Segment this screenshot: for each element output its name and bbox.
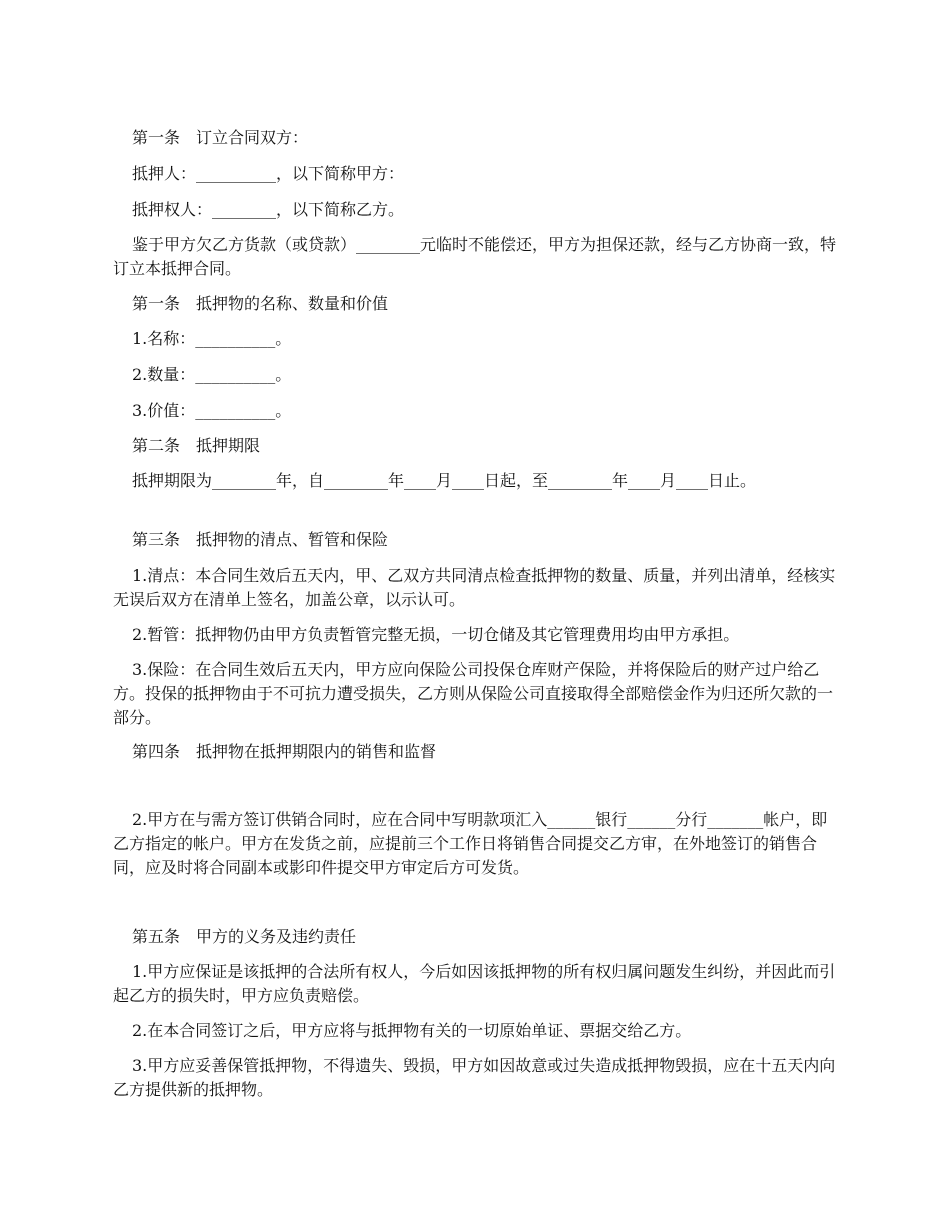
insurance-paragraph: 3.保险：在合同生效后五天内，甲方应向保险公司投保仓库财产保险，并将保险后的财产过户给乙方。投保的抵押物由于不可抗力遭受损失，乙方则从保险公司直接取得全部赔偿金作为归还所欠款的一部分。 [113,660,834,727]
item-name-line: 1.名称：__________。 [132,329,292,348]
ownership-warranty-paragraph: 1.甲方应保证是该抵押的合法所有权人，今后如因该抵押物的所有权归属问题发生纠纷，并因此而引起乙方的损失时，甲方应负责赔偿。 [113,962,836,1005]
preamble-paragraph: 鉴于甲方欠乙方货款（或贷款）________元临时不能偿还，甲方为担保还款，经与乙方协商一致，特订立本抵押合同。 [113,235,837,278]
article-4-heading: 第四条 抵押物在抵押期限内的销售和监督 [132,742,437,761]
documents-handover-paragraph: 2.在本合同签订之后，甲方应将与抵押物有关的一切原始单证、票据交给乙方。 [132,1021,692,1040]
inventory-paragraph: 1.清点：本合同生效后五天内，甲、乙双方共同清点检查抵押物的数量、质量，并列出清单，经核实无误后双方在清单上签名，加盖公章，以示认可。 [113,566,836,609]
mortgage-term-paragraph: 抵押期限为________年，自________年____月____日起，至________年____月____日止。 [132,471,757,490]
article-1-heading: 第一条 订立合同双方： [132,128,309,147]
article-name-quantity-value-heading: 第一条 抵押物的名称、数量和价值 [132,294,389,313]
article-5-heading: 第五条 甲方的义务及违约责任 [132,927,357,946]
sales-contract-paragraph: 2.甲方在与需方签订供销合同时，应在合同中写明款项汇入______银行______分行_______帐户，即乙方指定的帐户。甲方在发货之前，应提前三个工作日将销售合同提交乙方审，在外地签订的销售合同，应及时将合同副本或影印件提交甲方审定后方可发货。 [113,810,828,877]
mortgagee-line: 抵押权人：________，以下简称乙方。 [132,200,405,219]
mortgagor-line: 抵押人：__________，以下简称甲方： [132,164,405,183]
article-2-heading: 第二条 抵押期限 [132,436,261,455]
item-value-line: 3.价值：__________。 [132,401,292,420]
article-3-heading: 第三条 抵押物的清点、暂管和保险 [132,530,389,549]
custody-paragraph: 2.暂管：抵押物仍由甲方负责暂管完整无损，一切仓储及其它管理费用均由甲方承担。 [132,625,740,644]
safekeeping-paragraph: 3.甲方应妥善保管抵押物，不得遗失、毁损，甲方如因故意或过失造成抵押物毁损，应在十五天内向乙方提供新的抵押物。 [113,1056,836,1099]
item-quantity-line: 2.数量：__________。 [132,365,292,384]
